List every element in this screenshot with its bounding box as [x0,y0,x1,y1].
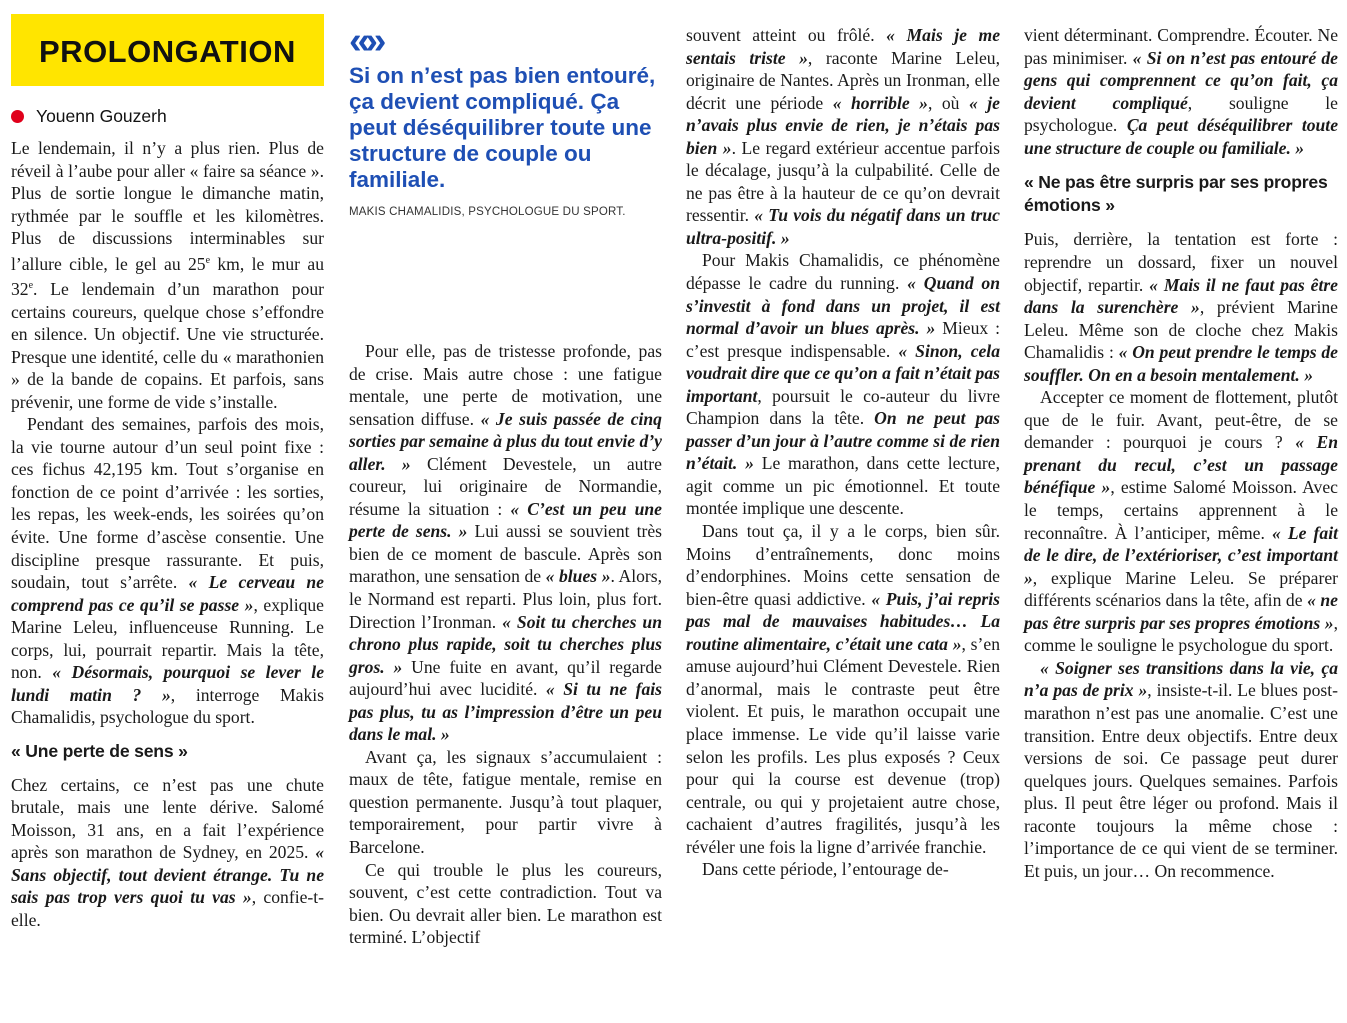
paragraph: Ce qui trouble le plus les coureurs, souvent, c’est cette contradiction. Tout va bien. Ou devrait aller bien. Le marathon est terminé. L’objectif [349,859,662,948]
paragraph: Pour elle, pas de tristesse profonde, pas de crise. Mais autre chose : une fatigue mentale, une perte de motivation, une sensation diffuse. « Je suis passée de cinq sorties par semaine à plus du tout envie d’y aller. » Clément Devestele, un autre coureur, lui originaire de Normandie, résume la situation : « C’est un peu une perte de sens. » Lui aussi se souvient très bien de ce moment de bascule. Après son marathon, une sensation de « blues ». Alors, le Normand est reparti. Plus loin, plus fort. Direction l’Ironman. « Soit tu cherches un chrono plus rapide, soit tu cherches plus gros. » Une fuite en avant, qu’il regarde aujourd’hui avec lucidité. « Si tu ne fais pas plus, tu as l’impression d’être un peu dans le mal. » [349,341,663,745]
paragraph: vient déterminant. Comprendre. Écouter. Ne pas minimiser. « Si on n’est pas entouré de gens qui comprennent ce qu’on fait, ça devient compliqué, souligne le psychologue. Ça peut déséquilibrer toute une structure de couple ou familiale. » [1024,25,1339,158]
red-dot-icon [11,110,24,123]
paragraph: Puis, derrière, la tentation est forte : reprendre un dossard, fixer un nouvel objectif, repartir. « Mais il ne faut pas être dans la surenchère », prévient Marine Leleu. Même son de cloche chez Makis Chamalidis : « On peut prendre le temps de souffler. On en a besoin mentalement. » [1024,229,1338,385]
paragraph: souvent atteint ou frôlé. « Mais je me sentais triste », raconte Marine Leleu, originaire de Nantes. Après un Ironman, elle décrit une période « horrible », où « je n’avais plus envie de rien, je n’étais pas bien ». Le regard extérieur accentue parfois le décalage, jusqu’à la culpabilité. Celle de ne pas être à la hauteur de ce qu’on devrait ressentir. « Tu vois du négatif dans un truc ultra-positif. » [686,25,1001,248]
paragraph: Pendant des semaines, parfois des mois, la vie tourne autour d’un seul point fixe : ces fichus 42,195 km. Tout s’organise en fonction de ce point d’arrivée : les sorties, les repas, les week-ends, les soirées qu’on évite. Une forme d’ascèse consentie. Une discipline presque rassurante. Et puis, soudain, tout s’arrête. « Le cerveau ne comprend pas ce qu’il se passe », explique Marine Leleu, influenceuse Running. Le corps, lui, pourrait repartir. Mais la tête, non. « Désormais, pourquoi se lever le lundi matin ? », interroge Makis Chamalidis, psychologue du sport. [11,414,325,728]
paragraph: Avant ça, les signaux s’accumulaient : maux de tête, fatigue mentale, remise en question permanente. Jusqu’à tout plaquer, temporairement, pour partir vivre à Barcelone. [349,746,662,858]
paragraph: « Soigner ses transitions dans la vie, ça n’a pas de prix », insiste-t-il. Le blues post-marathon n’est pas une anomalie. C’est une transition. Entre deux objectifs. Entre deux versions de soi. Ce passage peut durer quelques jours. Quelques semaines. Parfois plus. Il peut être léger ou profond. Mais il raconte toujours la même chose : l’importance de ce qui vient de se terminer. Et puis, un jour… On recommence. [1024,657,1338,881]
pull-quote-text: Si on n’est pas bien entouré, ça devient compliqué. Ça peut déséquilibrer toute une structure de couple ou familiale. [349,63,656,192]
paragraph: Chez certains, ce n’est pas une chute brutale, mais une lente dérive. Salomé Moisson, 31 ans, en a fait l’expérience après son marathon de Sydney, en 2025. « Sans objectif, tout devient étrange. Tu ne sais pas trop vers quoi tu vas », confie-t-elle. [11,774,324,930]
paragraph: Pour Makis Chamalidis, ce phénomène dépasse le cadre du running. « Quand on s’investit à fond dans un projet, il est normal d’avoir un blues après. » Mieux : c’est presque indispensable. « Sinon, cela voudrait dire que ce qu’on a fait n’était pas important, poursuit le co-auteur du livre Champion dans la tête. On ne peut pas passer d’un jour à l’autre comme si de rien n’était. » Le marathon, dans cette lecture, agit comme un pic émotionnel. Et toute montée implique une descente. [686,250,1001,519]
pull-quote-source: MAKIS CHAMALIDIS, PSYCHOLOGUE DU SPORT. [349,206,626,218]
subhead: « Ne pas être surpris par ses propres émotions » [1024,172,1328,215]
paragraph: Accepter ce moment de flottement, plutôt que de le fuir. Avant, peut-être, de se demander : pourquoi je cours ? « En prenant du recul, c’est un passage bénéfique », estime Salomé Moisson. Avec le temps, certains apprennent à le reconnaître. À l’anticiper, même. « Le fait de le dire, de l’extérioriser, c’est important », explique Marine Leleu. Se préparer différents scénarios dans la tête, afin de « ne pas être surpris par ses propres émotions », comme le souligne le psychologue du sport. [1024,387,1338,656]
paragraph: Dans cette période, l’entourage de- [702,859,949,880]
article-column-2 [349,340,662,949]
quote-mark-icon: « » [349,20,383,62]
section-kicker: PROLONGATION [39,34,296,69]
author-name: Youenn Gouzerh [36,106,167,126]
paragraph: Dans tout ça, il y a le corps, bien sûr. Moins d’entraînements, donc moins d’endorphines. Moins cette sensation de bien-être quasi addictive. « Puis, j’ai repris pas mal de mauvaises habitudes… La routine alimentaire, c’était une cata », s’en amuse aujourd’hui Clément Devestele. Rien d’anormal, mais le contraste peut être violent. Et puis, le marathon occupait une place immense. Le vide qu’il laisse varie selon les profils. Les plus exposés ? Ceux pour qui la course est devenue (trop) centrale, ou qui y projetaient autre chose, cachaient d’autres fragilités, jusqu’à les révéler une fois la ligne d’arrivée franchie. [686,521,1001,857]
pull-quote [349,22,662,218]
section-kicker-banner [11,14,324,86]
article-column-4 [1024,24,1338,882]
article-column-3 [686,24,1000,881]
paragraph: Le lendemain, il n’y a plus rien. Plus de réveil à l’aube pour aller « faire sa séance ». Plus de sortie longue le dimanche matin, rythmée par le souffle et les kilomètres. Plus de discussions interminables sur l’allure cible, le gel au 25e km, le mur au 32e. Le lendemain d’un marathon pour certains coureurs, quelque chose s’effondre en silence. Un objectif. Une vie structurée. Presque une identité, celle du « marathonien » de la bande de copains. Et parfois, sans prévenir, une forme de vide s’installe. [11,138,324,412]
subhead: « Une perte de sens » [11,740,188,761]
article-column-1 [11,137,324,931]
byline [11,106,167,127]
